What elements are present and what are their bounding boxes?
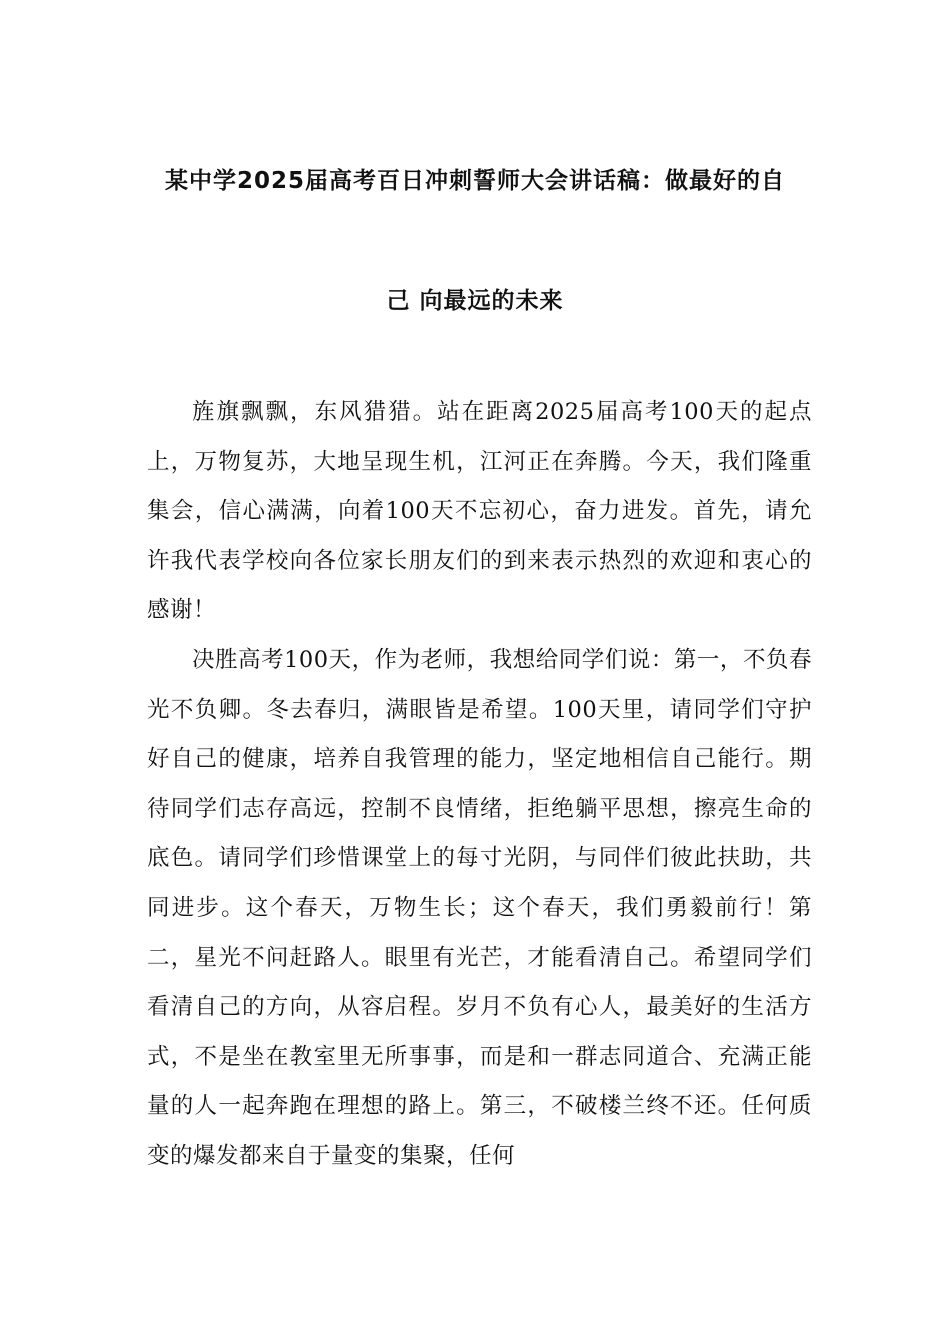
- paragraph-2: 决胜高考100天，作为老师，我想给同学们说：第一，不负春光不负卿。冬去春归，满眼皆是希望。100天里，请同学们守护好自己的健康，培养自我管理的能力，坚定地相信自己能行。期待同学们志存高远，控制不良情绪，拒绝躺平思想，擦亮生命的底色。请同学们珍惜课堂上的每寸光阴，与同伴们彼此扶助，共同进步。这个春天，万物生长；这个春天，我们勇毅前行！第二，星光不问赶路人。眼里有光芒，才能看清自己。希望同学们看清自己的方向，从容启程。岁月不负有心人，最美好的生活方式，不是坐在教室里无所事事，而是和一群志同道合、充满正能量的人一起奔跑在理想的路上。第三，不破楼兰终不还。任何质变的爆发都来自于量变的集聚，任何: [147, 647, 812, 1169]
- title-line-1: 某中学2025届高考百日冲刺誓师大会讲话稿：做最好的自: [164, 168, 785, 194]
- title-line-2: 己 向最远的未来: [386, 288, 564, 314]
- paragraph-1: 旌旗飘飘，东风猎猎。站在距离2025届高考100天的起点上，万物复苏，大地呈现生机，江河正在奔腾。今天，我们隆重集会，信心满满，向着100天不忘初心，奋力进发。首先，请允许我代表学校向各位家长朋友们的到来表示热烈的欢迎和衷心的感谢！: [147, 399, 812, 624]
